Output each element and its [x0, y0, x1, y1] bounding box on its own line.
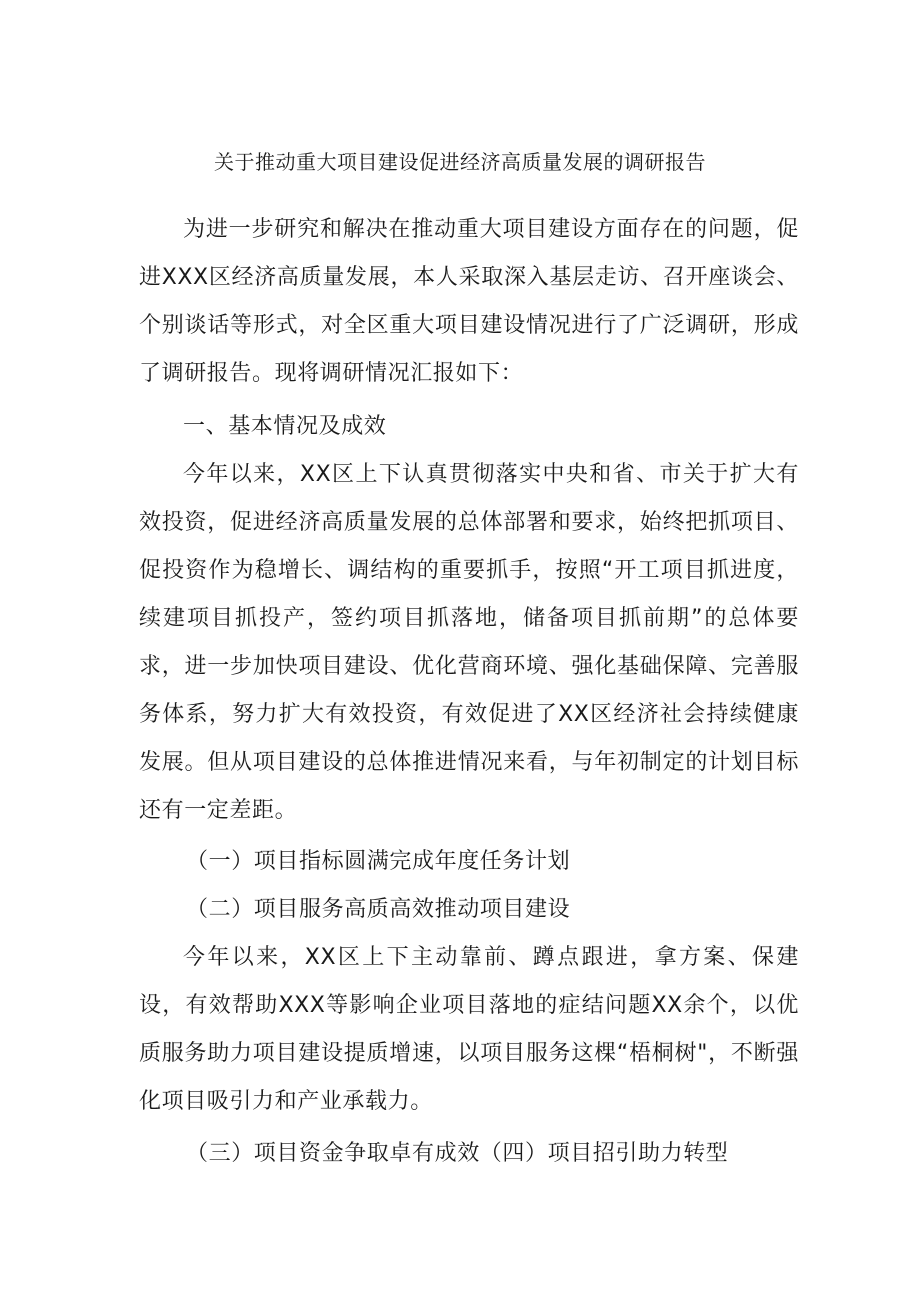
intro-paragraph: 为进一步研究和解决在推动重大项目建设方面存在的问题，促进XXX区经济高质量发展，本人采取深入基层走访、召开座谈会、个别谈话等形式，对全区重大项目建设情况进行了广泛调研，形成了调研报告。现将调研情况汇报如下： — [139, 217, 799, 386]
section-heading-basic-situation: 一、基本情况及成效 — [183, 414, 387, 439]
section-paragraph-basic-situation: 今年以来，XX区上下认真贯彻落实中央和省、市关于扩大有效投资，促进经济高质量发展的总体部署和要求，始终把抓项目、促投资作为稳增长、调结构的重要抓手，按照“开工项目抓进度，续建项目抓投产，签约项目抓落地，储备项目抓前期”的总体要求，进一步加快项目建设、优化营商环境、强化基础保障、完善服务体系，努力扩大有效投资，有效促进了XX区经济社会持续健康发展。但从项目建设的总体推进情况来看，与年初制定的计划目标还有一定差距。 — [139, 462, 799, 823]
subsection-heading-services: （二）项目服务高质高效推动项目建设 — [186, 897, 571, 922]
document-title: 关于推动重大项目建设促进经济高质量发展的调研报告 — [214, 150, 706, 174]
subsection-heading-indicators: （一）项目指标圆满完成年度任务计划 — [186, 849, 571, 874]
subsection-heading-funding-and-investment: （三）项目资金争取卓有成效（四）项目招引助力转型 — [186, 1141, 729, 1166]
subsection-paragraph-services: 今年以来，XX区上下主动靠前、蹲点跟进，拿方案、保建设，有效帮助XXX等影响企业项目落地的症结问题XX余个，以优质服务助力项目建设提质增速，以项目服务这棵“梧桐树"，不断强化项目吸引力和产业承载力。 — [139, 945, 799, 1114]
